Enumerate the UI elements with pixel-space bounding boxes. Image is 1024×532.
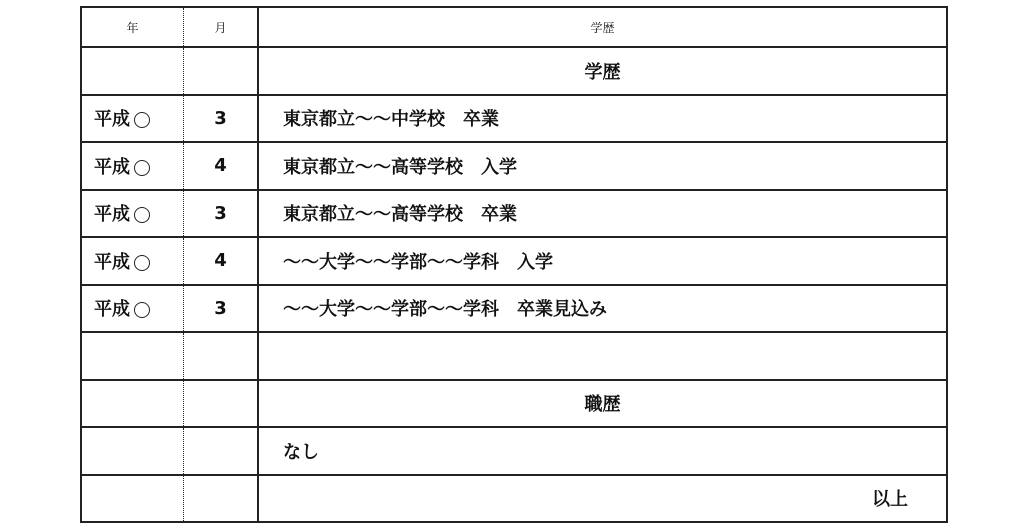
table-row <box>81 285 947 333</box>
year-placeholder-circle-icon <box>134 112 150 128</box>
year-cell <box>81 190 184 238</box>
year-cell <box>81 47 184 95</box>
month-cell: 3 <box>184 95 259 143</box>
month-cell <box>184 47 259 95</box>
year-cell <box>81 332 184 380</box>
month-cell <box>184 380 259 428</box>
table-row <box>81 332 947 380</box>
month-cell <box>184 475 259 523</box>
month-cell <box>184 332 259 380</box>
table-row <box>81 237 947 285</box>
table-row <box>81 95 947 143</box>
table-row <box>81 190 947 238</box>
year-placeholder-circle-icon <box>134 160 150 176</box>
era-label: 平成 <box>94 109 130 131</box>
month-cell: 4 <box>184 237 259 285</box>
month-cell: 3 <box>184 285 259 333</box>
year-cell <box>81 380 184 428</box>
era-label: 平成 <box>94 156 130 178</box>
year-placeholder-circle-icon <box>134 302 150 318</box>
month-cell: 4 <box>184 142 259 190</box>
month-cell <box>184 427 259 475</box>
year-cell <box>81 427 184 475</box>
resume-history-table <box>80 6 948 523</box>
history-entry-text: なし <box>258 427 947 475</box>
era-label: 平成 <box>94 299 130 321</box>
table-row <box>81 380 947 428</box>
history-entry-text <box>258 332 947 380</box>
education-section-heading: 学歴 <box>258 47 947 95</box>
month-column-header: 月 <box>184 7 259 47</box>
history-entry-text: 東京都立～～高等学校 入学 <box>258 142 947 190</box>
end-marker-text: 以上 <box>258 475 947 523</box>
era-label: 平成 <box>94 204 130 226</box>
work-section-heading: 職歴 <box>258 380 947 428</box>
content-column-header: 学歴 <box>258 7 947 47</box>
table-row <box>81 47 947 95</box>
month-cell: 3 <box>184 190 259 238</box>
year-cell <box>81 285 184 333</box>
history-entry-text: 東京都立～～高等学校 卒業 <box>258 190 947 238</box>
year-cell <box>81 95 184 143</box>
year-placeholder-circle-icon <box>134 207 150 223</box>
year-cell <box>81 142 184 190</box>
table-row <box>81 142 947 190</box>
table-header-row <box>81 7 947 47</box>
table-row <box>81 427 947 475</box>
year-column-header: 年 <box>81 7 184 47</box>
era-label: 平成 <box>94 251 130 273</box>
history-entry-text: ～～大学～～学部～～学科 入学 <box>258 237 947 285</box>
year-cell <box>81 475 184 523</box>
year-placeholder-circle-icon <box>134 255 150 271</box>
history-entry-text: ～～大学～～学部～～学科 卒業見込み <box>258 285 947 333</box>
table-row <box>81 475 947 523</box>
year-cell <box>81 237 184 285</box>
history-entry-text: 東京都立～～中学校 卒業 <box>258 95 947 143</box>
